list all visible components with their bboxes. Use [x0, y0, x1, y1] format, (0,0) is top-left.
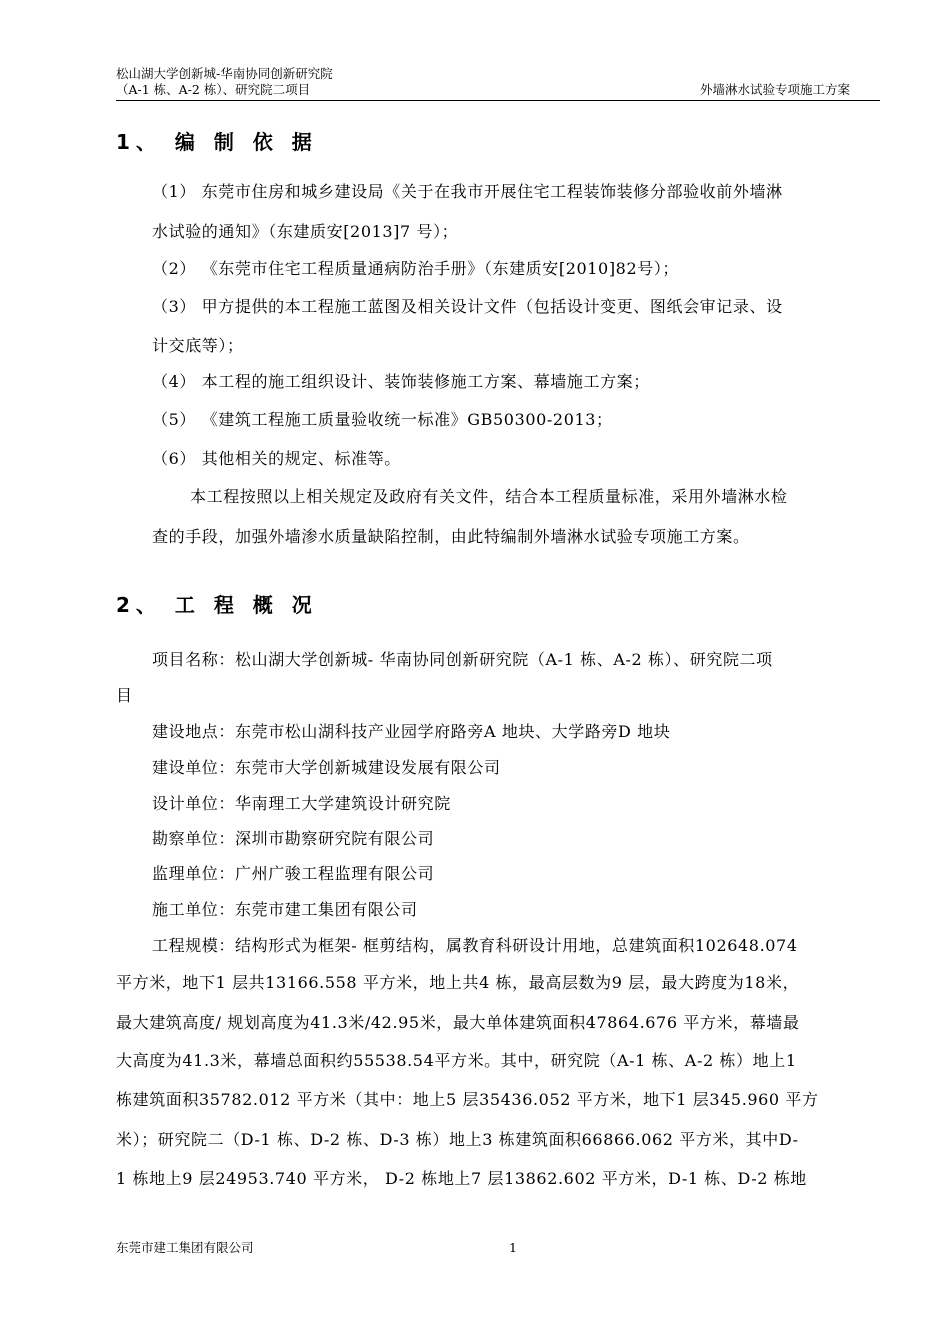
project-surveyor: 勘察单位：深圳市勘察研究院有限公司 — [152, 829, 435, 848]
header-project-line2: （A-1 栋、A-2 栋）、研究院二项目 — [116, 82, 311, 97]
project-scale-line3: 最大建筑高度/ 规划高度为41.3米/42.95米，最大单体建筑面积47864.676 平方米，幕墙最 — [116, 1013, 800, 1032]
project-scale-line2: 平方米，地下1 层共13166.558 平方米，地上共4 栋，最高层数为9 层，最大跨度为18米， — [116, 973, 800, 992]
footer-company: 东莞市建工集团有限公司 — [116, 1240, 254, 1255]
basis-summary-line1: 本工程按照以上相关规定及政府有关文件，结合本工程质量标准，采用外墙淋水检 — [190, 487, 788, 506]
page-header — [116, 66, 880, 101]
basis-summary-line2: 查的手段，加强外墙渗水质量缺陷控制，由此特编制外墙淋水试验专项施工方案。 — [152, 527, 750, 546]
project-contractor: 施工单位：东莞市建工集团有限公司 — [152, 900, 418, 919]
header-project-line1: 松山湖大学创新城-华南协同创新研究院 — [116, 66, 333, 81]
section-1-heading: 1、 编 制 依 据 — [116, 130, 318, 154]
basis-item-5: （5） 《建筑工程施工质量验收统一标准》GB50300-2013； — [152, 410, 613, 429]
basis-item-3-cont: 计交底等）； — [152, 336, 244, 355]
project-scale-line6: 米）；研究院二（D-1 栋、D-2 栋、D-3 栋）地上3 栋建筑面积66866.062 平方米，其中D- — [116, 1130, 799, 1149]
project-owner: 建设单位：东莞市大学创新城建设发展有限公司 — [152, 758, 501, 777]
basis-item-3: （3） 甲方提供的本工程施工蓝图及相关设计文件（包括设计变更、图纸会审记录、设 — [152, 297, 783, 316]
project-name: 项目名称：松山湖大学创新城- 华南协同创新研究院（A-1 栋、A-2 栋）、研究院二项 — [152, 650, 773, 669]
footer-page-number: 1 — [509, 1240, 517, 1255]
header-document-title: 外墙淋水试验专项施工方案 — [699, 82, 850, 97]
project-designer: 设计单位：华南理工大学建筑设计研究院 — [152, 794, 451, 813]
project-scale-line4: 大高度为41.3米，幕墙总面积约55538.54平方米。其中，研究院（A-1 栋、A-2 栋）地上1 — [116, 1051, 797, 1070]
basis-item-2: （2） 《东莞市住宅工程质量通病防治手册》（东建质安[2010]82号）； — [152, 259, 680, 278]
section-2-heading: 2、 工 程 概 况 — [116, 593, 318, 617]
basis-item-1: （1） 东莞市住房和城乡建设局《关于在我市开展住宅工程装饰装修分部验收前外墙淋 — [152, 182, 783, 201]
basis-item-6: （6） 其他相关的规定、标准等。 — [152, 449, 401, 468]
project-scale-line5: 栋建筑面积35782.012 平方米（其中：地上5 层35436.052 平方米，地下1 层345.960 平方 — [116, 1090, 819, 1109]
project-scale-line7: 1 栋地上9 层24953.740 平方米， D-2 栋地上7 层13862.602 平方米，D-1 栋、D-2 栋地 — [116, 1169, 807, 1188]
project-scale-line1: 工程规模：结构形式为框架- 框剪结构，属教育科研设计用地，总建筑面积102648.074 — [152, 936, 798, 955]
project-supervisor: 监理单位：广州广骏工程监理有限公司 — [152, 864, 435, 883]
basis-item-1-cont: 水试验的通知》（东建质安[2013]7 号）； — [152, 222, 459, 241]
project-name-cont: 目 — [116, 686, 133, 705]
basis-item-4: （4） 本工程的施工组织设计、装饰装修施工方案、幕墙施工方案； — [152, 372, 650, 391]
project-location: 建设地点：东莞市松山湖科技产业园学府路旁A 地块、大学路旁D 地块 — [152, 722, 671, 741]
